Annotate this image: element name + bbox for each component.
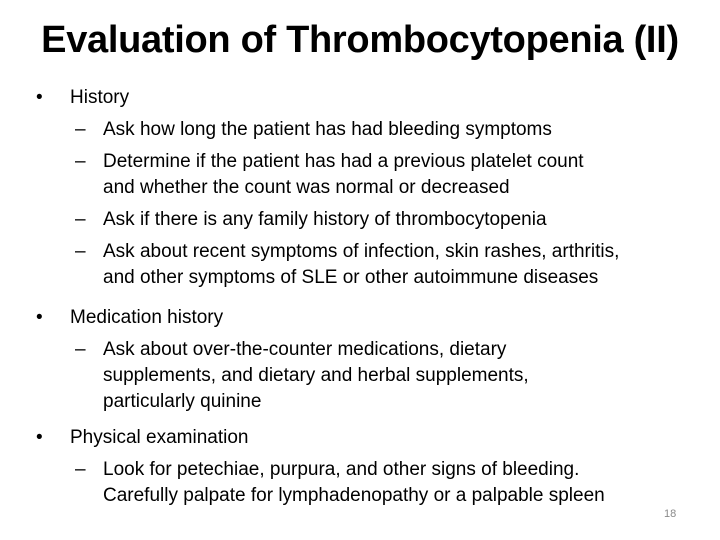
list-item-continuation: Carefully palpate for lymphadenopathy or a palpable spleen bbox=[103, 485, 605, 506]
list-item: Look for petechiae, purpura, and other signs of bleeding. bbox=[103, 459, 580, 480]
dash-marker: – bbox=[75, 151, 86, 172]
bullet-dot: • bbox=[36, 87, 43, 108]
section-heading-medication: Medication history bbox=[70, 307, 224, 328]
bullet-dot: • bbox=[36, 307, 43, 328]
list-item: Ask how long the patient has had bleeding symptoms bbox=[103, 119, 552, 140]
section-heading-history: History bbox=[70, 87, 130, 108]
section-heading-physical-exam: Physical examination bbox=[70, 427, 249, 448]
dash-marker: – bbox=[75, 209, 86, 230]
dash-marker: – bbox=[75, 459, 86, 480]
list-item: Ask if there is any family history of thrombocytopenia bbox=[103, 209, 547, 230]
slide-title: Evaluation of Thrombocytopenia (II) bbox=[41, 19, 679, 61]
list-item-continuation: and whether the count was normal or decreased bbox=[103, 177, 510, 198]
bullet-dot: • bbox=[36, 427, 43, 448]
list-item-continuation: supplements, and dietary and herbal supplements, bbox=[103, 365, 529, 386]
dash-marker: – bbox=[75, 241, 86, 262]
list-item-continuation: and other symptoms of SLE or other autoimmune diseases bbox=[103, 267, 599, 288]
dash-marker: – bbox=[75, 119, 86, 140]
list-item: Determine if the patient has had a previous platelet count bbox=[103, 151, 584, 172]
list-item: Ask about recent symptoms of infection, skin rashes, arthritis, bbox=[103, 241, 620, 262]
page-number: 18 bbox=[664, 508, 677, 520]
dash-marker: – bbox=[75, 339, 86, 360]
list-item-continuation: particularly quinine bbox=[103, 391, 262, 412]
list-item: Ask about over-the-counter medications, dietary bbox=[103, 339, 507, 360]
